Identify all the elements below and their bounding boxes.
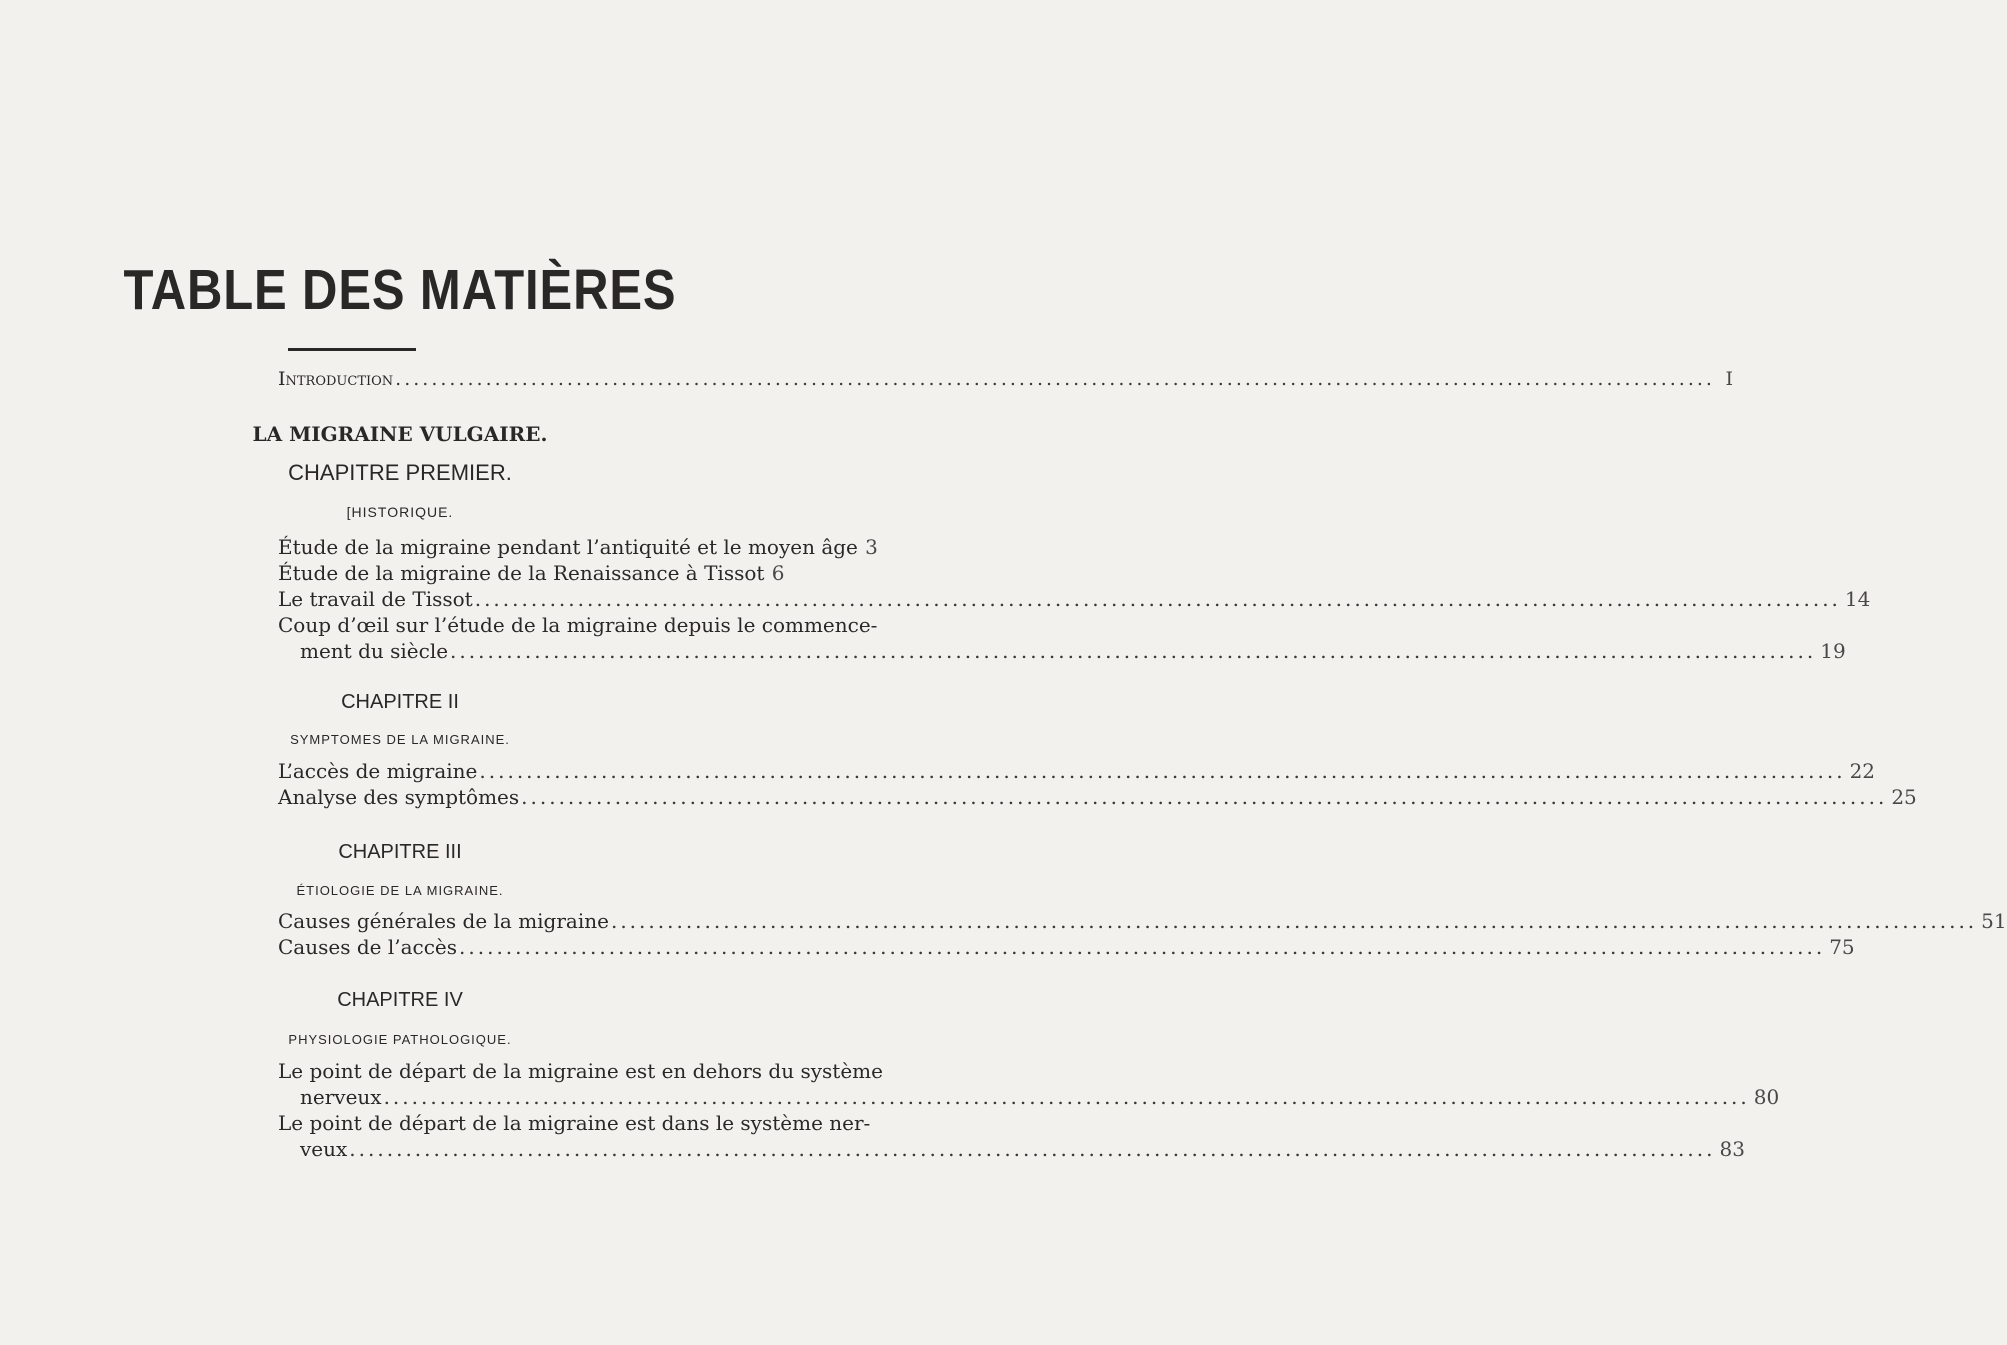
entry-label: Étude de la migraine de la Renaissance à Tissot: [278, 561, 765, 585]
entry-page: I: [1725, 368, 1733, 390]
toc-entry[interactable]: [278, 561, 785, 585]
page-title: TABLE DES MATIÈRES: [123, 258, 677, 322]
entry-page: 22: [1849, 759, 1876, 783]
part-title: LA MIGRAINE VULGAIRE.: [252, 422, 548, 446]
toc-entry[interactable]: [278, 587, 1871, 611]
chapter-2-subheading: SYMPTOMES DE LA MIGRAINE.: [290, 732, 510, 747]
toc-entry[interactable]: [278, 1111, 1745, 1161]
entry-label-cont: nerveux: [300, 1085, 382, 1109]
leader-dots: [521, 786, 1887, 808]
entry-page: 25: [1891, 785, 1917, 809]
entry-label-cont: ment du siècle: [300, 639, 449, 663]
entry-label: Analyse des symptômes: [278, 785, 520, 809]
entry-page: 80: [1753, 1085, 1780, 1109]
chapter-4-subheading: PHYSIOLOGIE PATHOLOGIQUE.: [288, 1032, 512, 1047]
chapter-3-heading: CHAPITRE III: [338, 841, 462, 863]
entry-label: L’accès de migraine: [278, 759, 478, 783]
leader-dots: [384, 1086, 1750, 1108]
entry-page: 83: [1719, 1137, 1745, 1161]
chapter-1-heading: CHAPITRE PREMIER.: [288, 460, 512, 485]
entry-label: Étude de la migraine pendant l’antiquité et le moyen âge: [278, 535, 858, 559]
leader-dots: [395, 368, 1715, 390]
toc-entry[interactable]: [278, 935, 1855, 959]
toc-entry[interactable]: [278, 909, 2007, 933]
entry-label: Coup d’œil sur l’étude de la migraine depuis le commence-: [278, 613, 878, 637]
entry-page: 6: [771, 561, 785, 585]
toc-entry[interactable]: [278, 785, 1917, 809]
toc-entry[interactable]: [278, 759, 1876, 783]
entry-label: Introduction: [278, 368, 394, 390]
entry-label: Causes de l’accès: [278, 935, 458, 959]
entry-label: Le point de départ de la migraine est en dehors du système: [278, 1059, 883, 1083]
chapter-2-heading: CHAPITRE II: [341, 691, 459, 713]
entry-label: Le point de départ de la migraine est dans le système ner-: [278, 1111, 871, 1135]
chapter-1-subheading: [HISTORIQUE.: [346, 504, 454, 520]
chapter-4-heading: CHAPITRE IV: [337, 989, 463, 1011]
leader-dots: [475, 588, 1841, 610]
leader-dots: [459, 936, 1825, 958]
toc-entry[interactable]: [278, 613, 1846, 663]
entry-page: 3: [865, 535, 878, 559]
toc-entry[interactable]: [278, 1059, 1780, 1109]
leader-dots: [611, 910, 1977, 932]
title-rule: [288, 348, 416, 351]
entry-page: 19: [1820, 639, 1846, 663]
entry-label: Causes générales de la migraine: [278, 909, 609, 933]
toc-entry[interactable]: [278, 535, 878, 559]
toc-entry-introduction[interactable]: [278, 368, 1733, 390]
entry-page: 14: [1844, 587, 1871, 611]
leader-dots: [479, 760, 1845, 782]
entry-page: 75: [1829, 935, 1855, 959]
leader-dots: [349, 1138, 1715, 1160]
entry-page: 51: [1981, 909, 2007, 933]
entry-label-cont: veux: [300, 1137, 348, 1161]
leader-dots: [450, 640, 1816, 662]
entry-label: Le travail de Tissot: [278, 587, 473, 611]
chapter-3-subheading: ÉTIOLOGIE DE LA MIGRAINE.: [296, 883, 504, 898]
